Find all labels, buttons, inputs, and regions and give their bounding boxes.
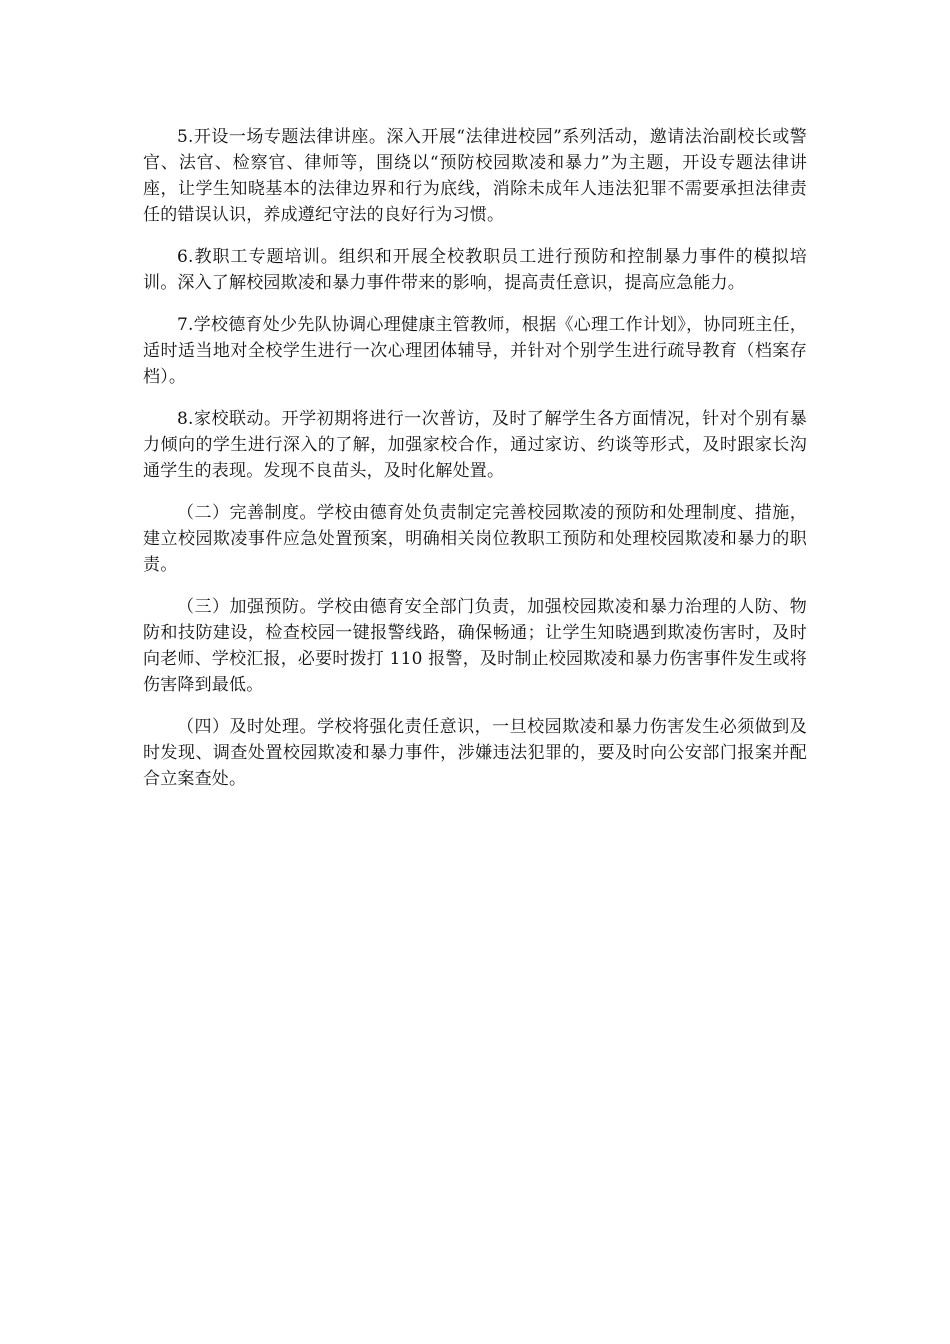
paragraph-section-4: （四）及时处理。学校将强化责任意识，一旦校园欺凌和暴力伤害发生必须做到及时发现、调查处置校园欺凌和暴力事件，涉嫌违法犯罪的，要及时向公安部门报案并配合立案查处。 [143,717,807,789]
paragraph-item-7: 7.学校德育处少先队协调心理健康主管教师，根据《心理工作计划》，协同班主任，适时适当地对全校学生进行一次心理团体辅导，并针对个别学生进行疏导教育（档案存档）。 [143,315,807,387]
document-body [143,124,807,808]
paragraph-section-3: （三）加强预防。学校由德育安全部门负责，加强校园欺凌和暴力治理的人防、物防和技防建设，检查校园一键报警线路，确保畅通；让学生知晓遇到欺凌伤害时，及时向老师、学校汇报，必要时拨打 110 报警，及时制止校园欺凌和暴力伤害事件发生或将伤害降到最低。 [143,597,807,695]
paragraph-section-2: （二）完善制度。学校由德育处负责制定完善校园欺凌的预防和处理制度、措施，建立校园欺凌事件应急处置预案，明确相关岗位教职工预防和处理校园欺凌和暴力的职责。 [143,503,807,575]
paragraph-item-8: 8.家校联动。开学初期将进行一次普访，及时了解学生各方面情况，针对个别有暴力倾向的学生进行深入的了解，加强家校合作，通过家访、约谈等形式，及时跟家长沟通学生的表现。发现不良苗头，及时化解处置。 [143,409,807,481]
paragraph-item-6: 6.教职工专题培训。组织和开展全校教职员工进行预防和控制暴力事件的模拟培训。深入了解校园欺凌和暴力事件带来的影响，提高责任意识，提高应急能力。 [143,247,807,293]
paragraph-item-5: 5.开设一场专题法律讲座。深入开展“法律进校园”系列活动，邀请法治副校长或警官、法官、检察官、律师等，围绕以“预防校园欺凌和暴力”为主题，开设专题法律讲座，让学生知晓基本的法律边界和行为底线，消除未成年人违法犯罪不需要承担法律责任的错误认识，养成遵纪守法的良好行为习惯。 [143,127,807,225]
